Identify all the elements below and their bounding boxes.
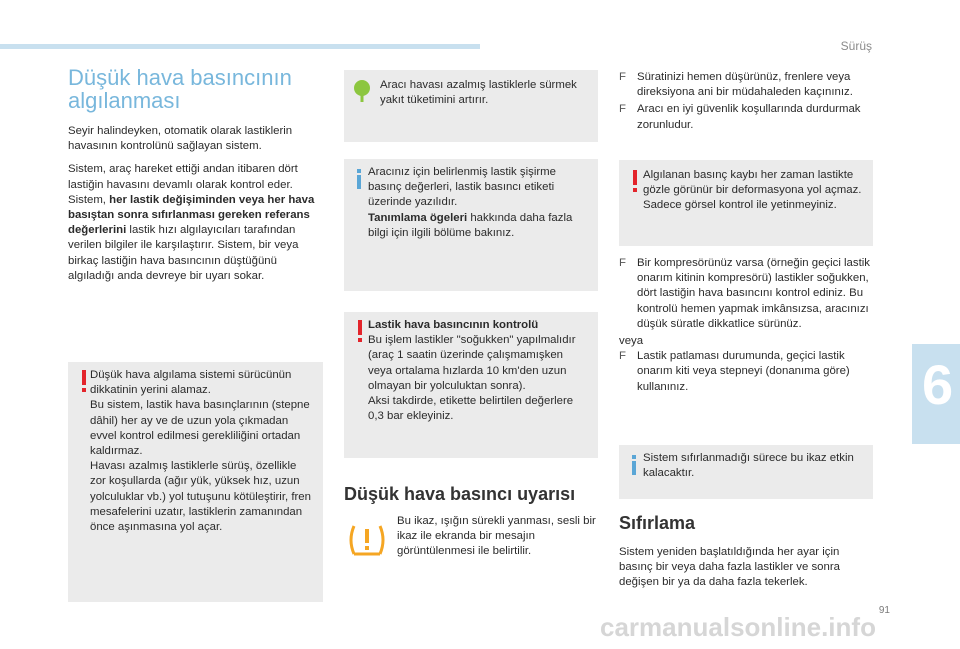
- warning-description: Bu ikaz, ışığın sürekli yanması, sesli bir ikaz ile ekranda bir mesajın görüntülenmesi ile belirtilir.: [397, 515, 596, 558]
- reset-info-text: Sistem sıfırlanmadığı sürece bu ikaz etkin kalacaktır.: [643, 452, 854, 480]
- info-icon: [631, 455, 637, 475]
- check-body: Bu işlem lastikler "soğukken" yapılmalıdır (araç 1 saatin üzerinde çalışmamışken veya ortalama hızlarda 10 km'den uzun olmayan bir yolculuktan sonra). Aksi takdirde, etikette belirtilen değerlere 0,3 bar ekleyiniz.: [368, 334, 576, 423]
- chapter-number: 6: [922, 353, 954, 416]
- list-item: F Lastik patlaması durumunda, geçici lastik onarım kiti veya stepneyi (donanıma göre) kullanınız.: [619, 350, 850, 393]
- eco-text: Aracı havası azalmış lastiklerle sürmek yakıt tüketimini artırır.: [380, 79, 577, 107]
- column-1: [68, 66, 323, 292]
- column-3-top: [619, 70, 874, 135]
- watermark: carmanualsonline.info: [600, 612, 876, 642]
- column-3-middle: [619, 256, 874, 397]
- deformation-text: Algılanan basınç kaybı her zaman lastikte gözle görünür bir deformasyona yol açmaz. Sadece görsel kontrol ile yetinmeyiniz.: [643, 169, 862, 212]
- page-title: Düşük hava basıncının algılanması: [68, 65, 292, 113]
- info-icon: [356, 169, 362, 189]
- list-item: F Aracı en iyi güvenlik koşullarında durdurmak zorunludur.: [619, 103, 861, 131]
- check-title: Lastik hava basıncının kontrolü: [368, 319, 539, 331]
- info-box-pressure: [344, 159, 598, 291]
- chapter-tab: [912, 344, 960, 444]
- list-item: F Süratinizi hemen düşürünüz, frenlere veya direksiyona ani bir müdahaleden kaçınınız.: [619, 71, 853, 99]
- warning-box-deformation: [619, 160, 873, 246]
- warning-box-detection: [68, 362, 323, 602]
- eco-box: [344, 70, 598, 142]
- section-title-warning: Düşük hava basıncı uyarısı: [344, 484, 576, 504]
- warning-exclamation-icon: [80, 370, 88, 392]
- intro-paragraph: Seyir halindeyken, otomatik olarak lastiklerin havasının kontrolünü sağlayan sistem.: [68, 125, 293, 153]
- page-number: 91: [878, 605, 890, 616]
- warning-exclamation-icon: [356, 320, 364, 342]
- warning-exclamation-icon: [631, 170, 639, 192]
- reset-description: Sistem yeniden başlatıldığında her ayar için basınç bir veya daha fazla lastikler ve sonra değişen bir ya da daha fazla tekerlek.: [619, 546, 840, 589]
- warning-text: Düşük hava algılama sistemi sürücünün dikkatinin yerini alamaz. Bu sistem, lastik hava basınçlarının (stepne dâhil) her ay ve de uzun yola çıkmadan evvel kontrol edilmesi gerekliliğini ortadan kaldırmaz. Havası azalmış lastiklerle sürüş, özellikle zor koşullarda (ağır yük, yüksek hız, uzun yolculuklar vb.) yol tutuşunu kötüleştirir, fren mesafelerini uzatır, lastiklerin zamanından önce aşınmasına yol açar.: [90, 369, 311, 534]
- warning-box-check: [344, 312, 598, 458]
- chapter-title: Sürüş: [840, 39, 872, 53]
- eco-tree-icon: [352, 80, 372, 102]
- section-title-reset: Sıfırlama: [619, 513, 696, 533]
- header-bar: [0, 44, 480, 49]
- or-text: veya: [619, 335, 644, 348]
- info-text: Aracınız için belirlenmiş lastik şişirme basınç değerleri, lastik basıncı etiketi üzerinde yazılıdır. Tanımlama ögeleri hakkında daha fazla bilgi için ilgili bölüme bakınız.: [368, 166, 573, 239]
- list-item: F Bir kompresörünüz varsa (örneğin geçici lastik onarım kitinin kompresörü) lastikler soğukken, dört lastiğin hava basıncını kontrol ediniz. Bu kontrolü hemen yapmak imkânsızsa, aracınızı düşük süratle dikkatlice sürünüz.: [619, 257, 870, 330]
- system-paragraph: Sistem, araç hareket ettiği andan itibaren dört lastiğin havasını devamlı olarak kontrol eder. Sistem, her lastik değişiminden veya her hava basıştan sonra sıfırlanması gereken referans değerlerini lastik hızı algılayıcıları tarafından verilen bilgiler ile karşılaştırır. Sistem, bir veya birkaç lastiğin hava basıncının düştüğünü algıladığı anda devreye bir uyarı sokar.: [68, 163, 315, 282]
- tyre-pressure-warning-icon: [344, 520, 390, 560]
- info-box-reset: [619, 445, 873, 499]
- check-text: [368, 318, 590, 424]
